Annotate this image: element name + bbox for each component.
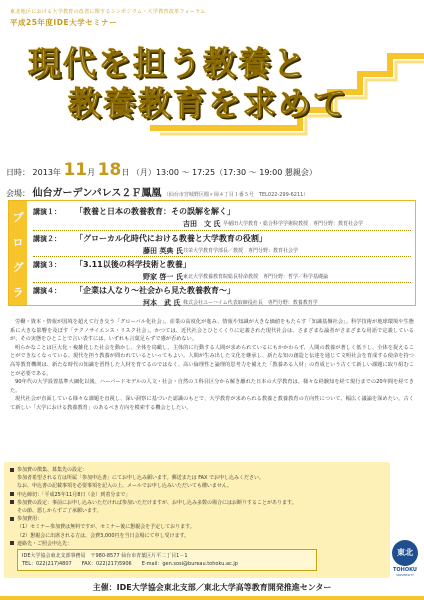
date-month: 11 xyxy=(63,160,88,180)
body-paragraph: 労働・資本・情報が国境を超えて行き交う「グローバル化社会」。産業の高度化が進み、情報や知識が大きな価値をもたらす「知識基盤社会」。科学技術が地球環境や生態系に大きな影響を及ぼす「テクノサイエンス・リスク社会」。かつては、近代社会とひとくくりに定義された現代社会は、さまざまな論者がさまざまな用語で定義しているが、その実態をひとことで言い表すには、いずれも言葉足らずで感が否めない。 xyxy=(10,319,414,343)
contact-phone-email[interactable]: TEL：022(217)4807 FAX：022(217)5906 E-mail：gen.sosi@bureau.tohoku.ac.jp xyxy=(22,561,238,568)
organizer-footer: 主催：IDE大学協会東北支部／東北大学高等教育開発推進センター xyxy=(92,583,332,592)
lecturer-name: 藤田 英典 氏 xyxy=(143,247,183,255)
program-box xyxy=(8,200,416,324)
info-text: 参加者希望される方は所属「参加申込書」にてお申し込み願います。郵送または FAX でお申し込みください。 xyxy=(17,475,265,482)
bullet-square-icon xyxy=(10,492,14,496)
tohoku-logo xyxy=(392,540,418,580)
info-row xyxy=(10,474,384,482)
date-label: 日時： xyxy=(6,168,30,177)
lecture-label: 講演１： xyxy=(33,208,61,216)
bullet-square-icon xyxy=(10,517,14,521)
program-band-char: ム xyxy=(12,311,24,324)
university-seal-icon xyxy=(392,540,418,566)
program-band xyxy=(9,201,27,324)
lecturer-affiliation: 東北大学教養教育院総長特命教授 専門分野：哲学／科学基礎論 xyxy=(183,274,329,280)
program-band-char: ラ xyxy=(12,286,24,299)
lecturer-name: 河本 武 氏 xyxy=(143,299,181,307)
info-row xyxy=(10,507,384,515)
info-row xyxy=(10,532,384,540)
info-row xyxy=(10,466,384,474)
contact-address: IDE大学協会東北支部事務局 〒980-8577 仙台市青葉区片平二丁目1－1 xyxy=(22,553,188,560)
info-row xyxy=(10,491,384,499)
date-line xyxy=(6,160,317,180)
body-paragraph: 90年代の大学設置基準大綱化以後、ハーバードモデルの人文・社会・自然の３科目区分から解き離れた日本の大学教育は、様々な経験知を経て現行までの20年間を経てきた。 xyxy=(10,379,414,394)
info-text: なお、申込書の記載事項を必要事項を記入の上、メールでお申し込みいただいても構いません。 xyxy=(17,483,233,490)
info-row xyxy=(10,515,384,523)
info-text: （2）懇親会に出席される方は、会費3,000円を当日会場にて申し受けます。 xyxy=(17,532,190,539)
lecture-title: 「企業は人なり～社会から見た教養教育～」 xyxy=(75,286,235,295)
lecture-title: 「教養と日本の教養教育：その誤解を解く」 xyxy=(75,207,235,216)
body-paragraph: 明らかなことは巨大化・複雑化した社会を動かし、全体を鳥瞰し、主体的に行動する人間が求められているにもかかわらず、人間の教養が著しく低下し、全体を捉えることができなくなっている。現代を担う教養が問われているといってもよい。人間が生み出した文化を継承し、新たな知の創造と伝達を通じて文明社会を育成する使命を持つ高等教育機関は、新たな時代の知識を習得した人材を育てるのではなく、高い倫理性と論理的思考力を備えた「教養ある人材」の育成という古くて新しい課題に取り組むことが必要である。 xyxy=(10,344,414,377)
date-year: 2013年 xyxy=(32,168,61,177)
lecture-title: 「グローカル化時代における教養と大学教育の役割」 xyxy=(75,234,267,243)
bullet-square-icon xyxy=(10,541,14,545)
info-row xyxy=(10,482,384,490)
main-title-line1: 現代を担う教養と xyxy=(28,44,308,83)
date-day: 18 xyxy=(97,160,122,180)
info-text: 連絡先・ご照会申込先： xyxy=(17,540,73,547)
contact-box xyxy=(17,549,317,571)
bullet-square-icon xyxy=(10,500,14,504)
lecturer-affiliation: 株式会社ユーハイム代表取締役社長 専門分野：教養教育学 xyxy=(183,300,318,306)
lecturer-name: 野家 啓一 氏 xyxy=(143,273,183,281)
divider xyxy=(33,256,411,257)
seal-text: 東北 xyxy=(397,548,413,557)
body-text xyxy=(10,318,414,413)
bullet-square-icon xyxy=(10,468,14,472)
lecturer-affiliation: 早稲田大学教育・総合科学学術院教授 専門分野：教育社会学 xyxy=(223,221,364,227)
lecturer-name: 吉田 文 氏 xyxy=(183,220,221,228)
lecture-label: 講演２： xyxy=(33,235,61,243)
program-band-char: プ xyxy=(12,211,24,224)
lecture-title: 「3.11以後の科学技術と教養」 xyxy=(75,260,191,269)
divider xyxy=(33,282,411,283)
program-band-char: グ xyxy=(12,261,24,274)
body-paragraph: 現代社会が直面している様々な課題を直視し、深い洞察に基づいた認識のもとで、大学教育が求められる教養と教養教育の方向性について、幅広く議論を深めたい。古くて新しい「大学における教養教育」のあるべき方向を模索する機会としたい。 xyxy=(10,396,414,411)
venue-name: 仙台ガーデンパレス２Ｆ鳳凰 xyxy=(32,188,162,199)
venue-address: （仙台市宮城野区榴ヶ岡４丁目１番５号 TEL022-299-6211） xyxy=(163,192,309,198)
lecturer-affiliation: 共栄大学教育学部長／教授 専門分野：教育社会学 xyxy=(183,248,299,254)
info-row xyxy=(10,523,384,531)
logo-sub: UNIVERSITY xyxy=(396,573,414,577)
pre-title: 東北地区における大学教育の改善に関するシンポジウム・大学教育改革フォーラム xyxy=(10,9,206,15)
info-text: 参加費の徴集、募集先の設定： xyxy=(17,467,88,473)
header xyxy=(0,0,424,140)
info-text: 参加費の設定：事前にお申し込みいただければ参加いただけますが、お申し込み多数の場合にはお断りすることがあります。 xyxy=(17,499,297,506)
info-text: 申込締切：「平成25年11月8日（金）到着分まで」 xyxy=(17,491,131,498)
info-text: （1）セミナー参加費は無料ですが、セミナー後に懇親会を予定しております。 xyxy=(17,524,195,531)
lecture-label: 講演４： xyxy=(33,287,61,295)
date-day-unit: 日 xyxy=(121,168,130,177)
footer-bar xyxy=(0,596,424,600)
info-row xyxy=(10,499,384,507)
logo-word: TOHOKU xyxy=(393,567,417,573)
lecture-label: 講演３： xyxy=(33,261,61,269)
seminar-name: 平成25年度IDE大学セミナー xyxy=(10,18,118,27)
date-month-unit: 月 xyxy=(87,168,96,177)
divider xyxy=(33,230,411,231)
info-text: 参加費用： xyxy=(17,516,43,523)
info-text: その節、悪しからずご了承願います。 xyxy=(17,508,102,515)
info-box xyxy=(4,462,390,578)
main-title-line2: 教養教育を求めて xyxy=(68,84,348,123)
date-weekday-time: （月）13:00 ～ 17:25（17:30 ～ 19:00 懇親会） xyxy=(131,168,317,177)
program-band-char: ロ xyxy=(12,236,24,249)
venue-line xyxy=(6,184,308,199)
venue-label: 会場： xyxy=(6,189,30,198)
info-row xyxy=(10,540,384,548)
